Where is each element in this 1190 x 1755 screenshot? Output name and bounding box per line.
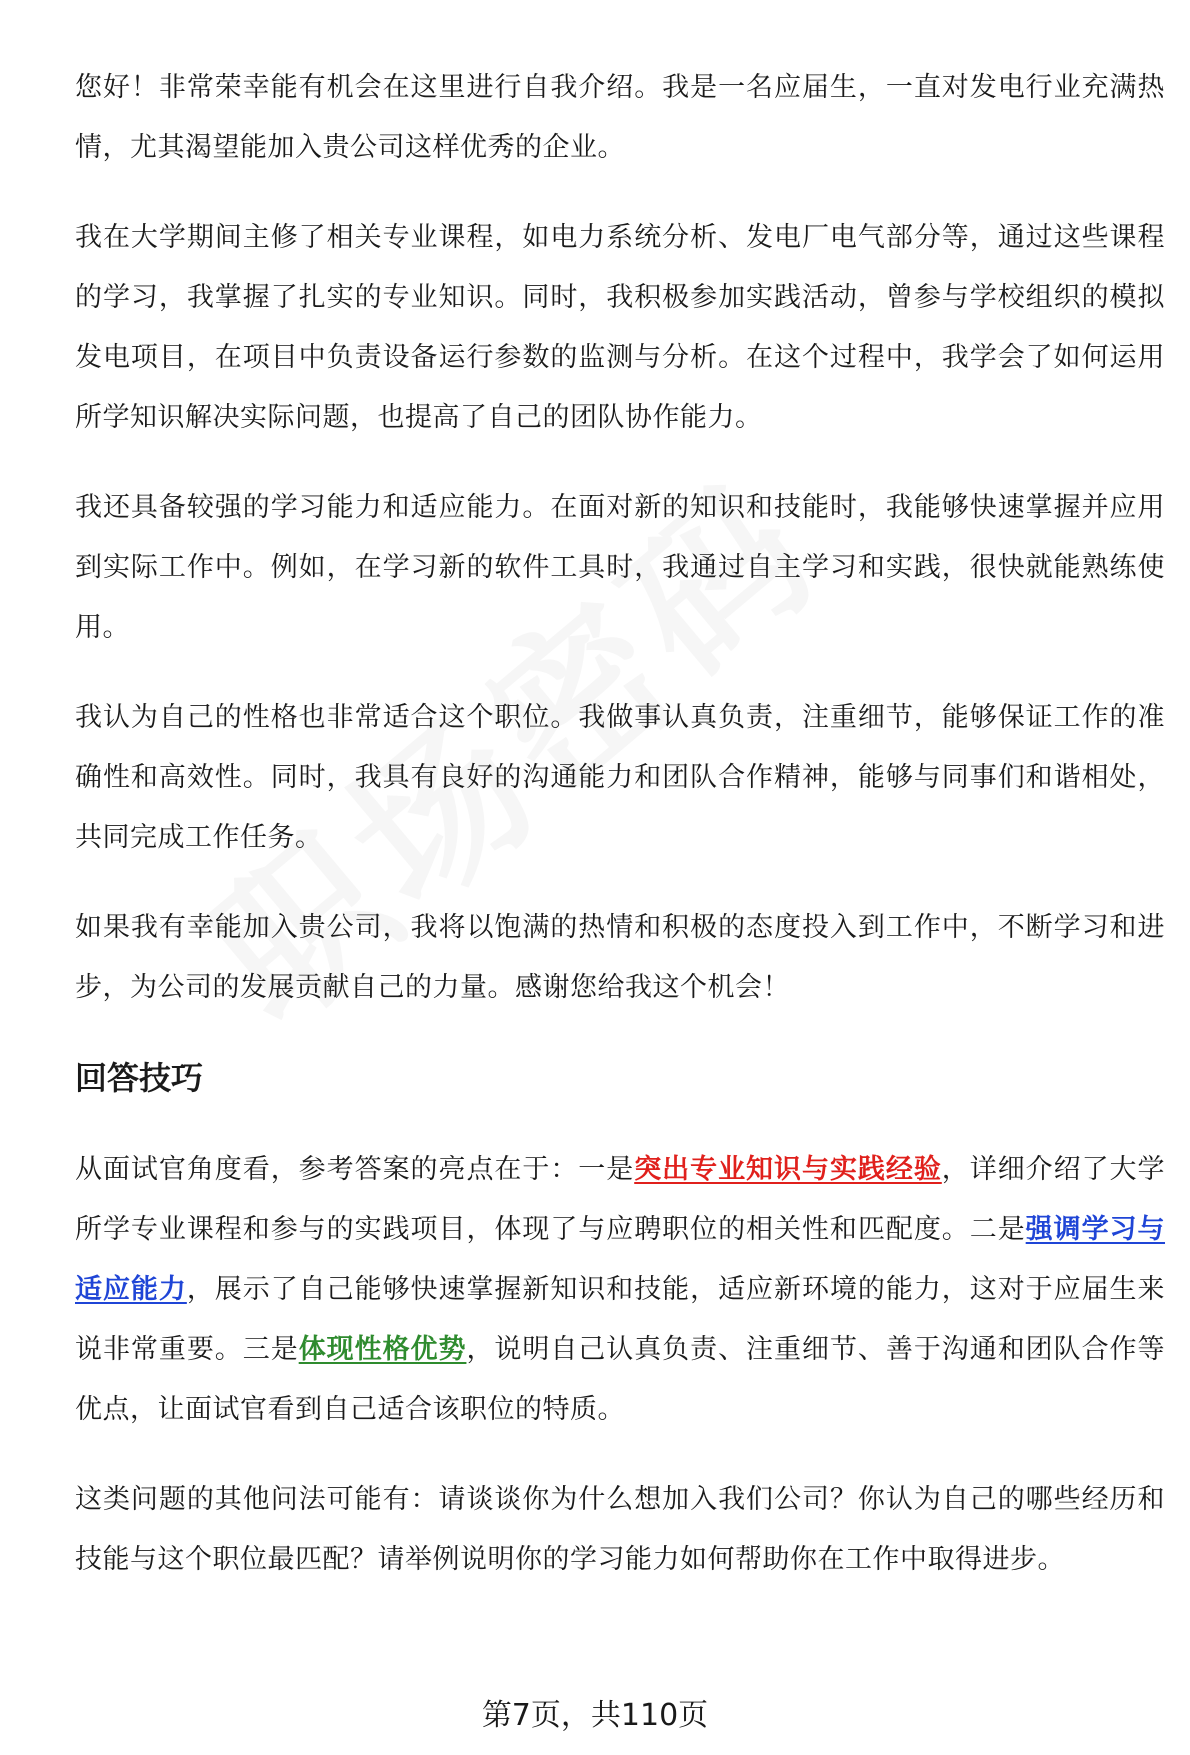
answer-paragraph-4: 我认为自己的性格也非常适合这个职位。我做事认真负责，注重细节，能够保证工作的准确性和高效性。同时，我具有良好的沟通能力和团队合作精神，能够与同事们和谐相处，共同完成工作任务。 bbox=[75, 702, 1165, 853]
answer-paragraph-3: 我还具备较强的学习能力和适应能力。在面对新的知识和技能时，我能够快速掌握并应用到实际工作中。例如，在学习新的软件工具时，我通过自主学习和实践，很快就能熟练使用。 bbox=[75, 492, 1165, 643]
tips-paragraph bbox=[75, 1140, 1165, 1440]
content-body bbox=[75, 58, 1165, 1620]
tips-text-2: ，详细介绍了大学所学专业课程和参与的实践项目，体现了与应聘职位的相关性和匹配度。二是 bbox=[75, 1154, 1166, 1245]
answer-paragraph-5: 如果我有幸能加入贵公司，我将以饱满的热情和积极的态度投入到工作中，不断学习和进步，为公司的发展贡献自己的力量。感谢您给我这个机会！ bbox=[75, 912, 1165, 1003]
tips-text-4: ，说明自己认真负责、注重细节、善于沟通和团队合作等优点，让面试官看到自己适合该职位的特质。 bbox=[75, 1334, 1166, 1425]
tips-text-1: 从面试官角度看，参考答案的亮点在于：一是 bbox=[75, 1154, 635, 1185]
other-questions-paragraph: 这类问题的其他问法可能有：请谈谈你为什么想加入我们公司？你认为自己的哪些经历和技能与这个职位最匹配？请举例说明你的学习能力如何帮助你在工作中取得进步。 bbox=[75, 1484, 1165, 1575]
answer-paragraph-1: 您好！非常荣幸能有机会在这里进行自我介绍。我是一名应届生，一直对发电行业充满热情，尤其渴望能加入贵公司这样优秀的企业。 bbox=[75, 72, 1165, 163]
answer-paragraph-2: 我在大学期间主修了相关专业课程，如电力系统分析、发电厂电气部分等，通过这些课程的学习，我掌握了扎实的专业知识。同时，我积极参加实践活动，曾参与学校组织的模拟发电项目，在项目中负责设备运行参数的监测与分析。在这个过程中，我学会了如何运用所学知识解决实际问题，也提高了自己的团队协作能力。 bbox=[75, 222, 1165, 433]
highlight-professional-knowledge: 突出专业知识与实践经验 bbox=[634, 1154, 942, 1185]
highlight-personality: 体现性格优势 bbox=[298, 1334, 467, 1365]
tips-heading: 回答技巧 bbox=[75, 1059, 204, 1097]
tips-text-3: ，展示了自己能够快速掌握新知识和技能，适应新环境的能力，这对于应届生来说非常重要。三是 bbox=[75, 1274, 1166, 1365]
page-number-footer: 第7页，共110页 bbox=[481, 1698, 709, 1733]
highlight-learning-ability: 强调学习与适应能力 bbox=[75, 1214, 1166, 1305]
